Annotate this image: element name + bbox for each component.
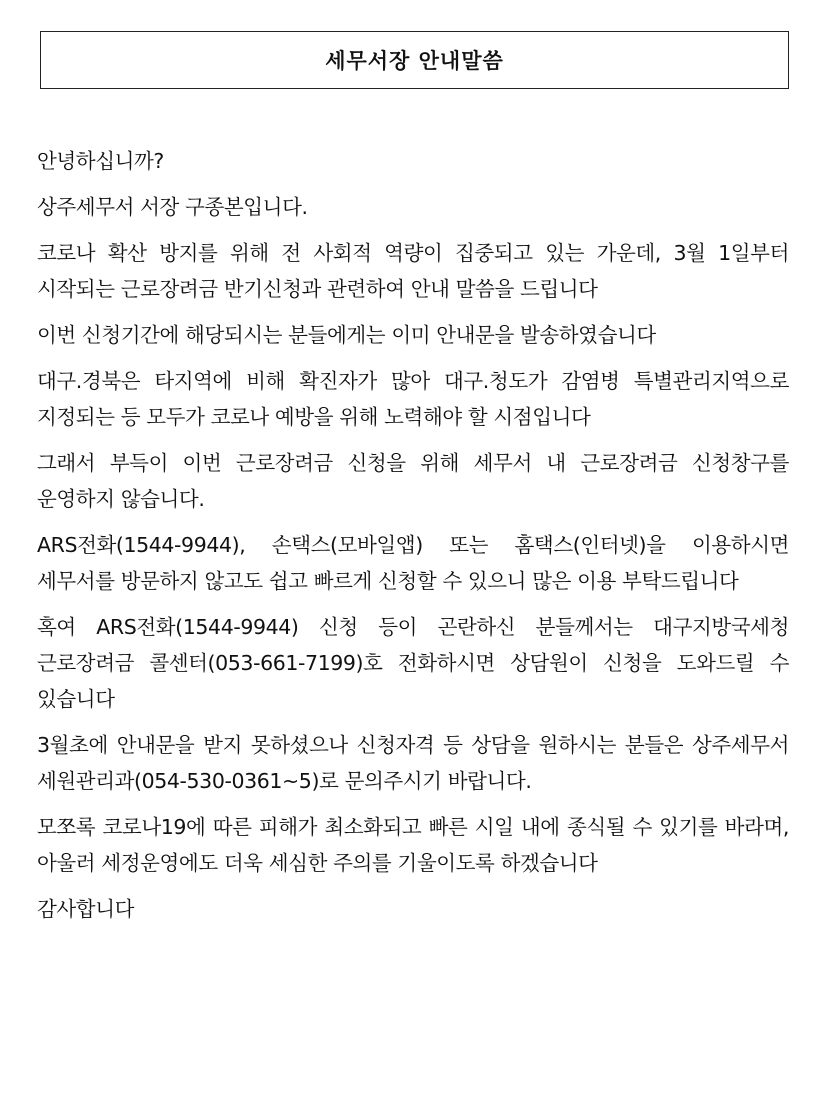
paragraph-introduction: 상주세무서 서장 구종본입니다.	[37, 195, 308, 219]
paragraph-online-methods: ARS전화(1544-9944), 손택스(모바일앱) 또는 홈택스(인터넷)을 이용하시면 세무서를 방문하지 않고도 쉽고 빠르게 신청할 수 있으니 많은 이용 부탁드립니다	[37, 533, 789, 593]
paragraph-call-center: 혹여 ARS전화(1544-9944) 신청 등이 곤란하신 분들께서는 대구지방국세청 근로장려금 콜센터(053-661-7199)호 전화하시면 상담원이 신청을 도와드릴 수 있습니다	[37, 615, 789, 711]
paragraph-notice-sent: 이번 신청기간에 해당되시는 분들에게는 이미 안내문을 발송하였습니다	[37, 323, 656, 347]
document-body	[37, 143, 789, 937]
page-title: 세무서장 안내말씀	[325, 49, 504, 73]
paragraph-greeting: 안녕하십니까?	[37, 149, 164, 173]
paragraph-closing-wish: 모쪼록 코로나19에 따른 피해가 최소화되고 빠른 시일 내에 종식될 수 있기를 바라며, 아울러 세정운영에도 더욱 세심한 주의를 기울이도록 하겠습니다	[37, 815, 789, 875]
paragraph-thanks: 감사합니다	[37, 897, 135, 921]
paragraph-counter-closed: 그래서 부득이 이번 근로장려금 신청을 위해 세무서 내 근로장려금 신청창구를 운영하지 않습니다.	[37, 451, 789, 511]
title-box	[40, 31, 789, 89]
paragraph-special-zone: 대구.경북은 타지역에 비해 확진자가 많아 대구.청도가 감염병 특별관리지역으로 지정되는 등 모두가 코로나 예방을 위해 노력해야 할 시점입니다	[37, 369, 789, 429]
paragraph-covid-context: 코로나 확산 방지를 위해 전 사회적 역량이 집중되고 있는 가운데, 3월 1일부터 시작되는 근로장려금 반기신청과 관련하여 안내 말씀을 드립니다	[37, 241, 789, 301]
paragraph-inquiry-contact: 3월초에 안내문을 받지 못하셨으나 신청자격 등 상담을 원하시는 분들은 상주세무서 세원관리과(054-530-0361~5)로 문의주시기 바랍니다.	[37, 733, 789, 793]
